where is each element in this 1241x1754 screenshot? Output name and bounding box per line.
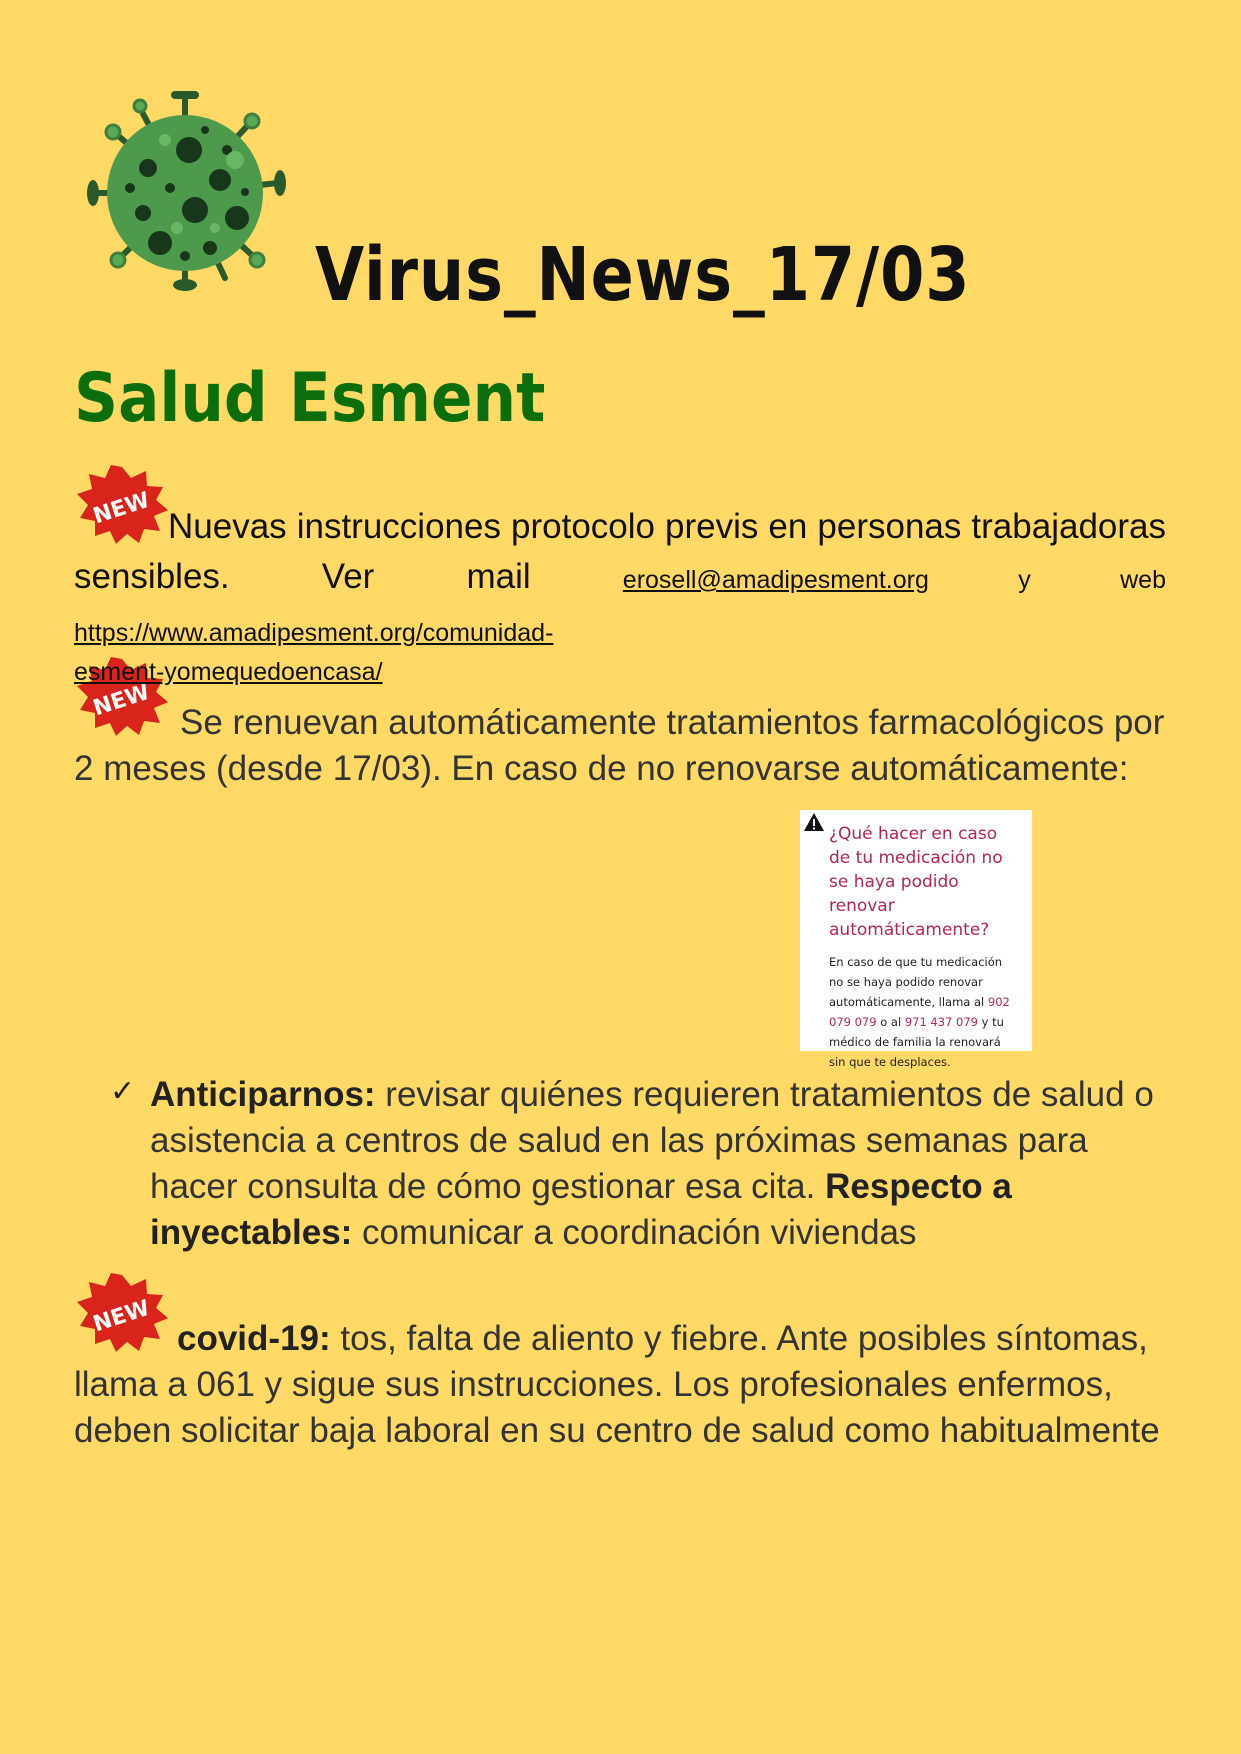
web-link[interactable]: https://www.amadipesment.org/comunidad- xyxy=(74,619,554,647)
check-list-item xyxy=(110,1072,1166,1256)
news-item-bold: covid-19: xyxy=(177,1319,331,1358)
news-item-text: tos, falta de aliento y fiebre. Ante posibles síntomas, llama a 061 y sigue sus instrucciones. Los profesionales enfermos, deben solicitar baja laboral en su centro de salud como habitualmente xyxy=(74,1319,1160,1450)
page-subtitle: Salud Esment xyxy=(74,359,546,438)
new-badge-label: NEW xyxy=(90,1295,153,1338)
notice-question: ¿Qué hacer en caso de tu medicación no se haya podido renovar automáticamente? xyxy=(829,824,1003,940)
phone-number: 971 437 079 xyxy=(904,1015,978,1029)
warning-icon xyxy=(803,812,825,832)
news-item-text: Nuevas instrucciones protocolo previs en personas trabajadoras sensibles. Ver mail xyxy=(74,507,1166,596)
phone-number: 902 079 079 xyxy=(829,995,1010,1029)
news-item-covid xyxy=(74,1316,1166,1454)
news-item-protocol xyxy=(74,502,1166,692)
notice-body: En caso de que tu medicación no se haya podido renovar automáticamente, llama al 902 079 079 o al 971 437 079 y tu médico de familia la renovará sin que te desplaces. xyxy=(829,955,1010,1069)
news-item-text: Se renuevan automáticamente tratamientos farmacológicos por 2 meses (desde 17/03). En caso de no renovarse automáticamente: xyxy=(74,703,1165,788)
web-link-continuation[interactable]: esment-yomequedoencasa/ xyxy=(74,658,383,686)
medication-notice-image xyxy=(800,810,1032,1069)
connector-text: y web xyxy=(928,566,1166,594)
email-link[interactable]: erosell@amadipesment.org xyxy=(622,566,929,594)
check-item-text: Anticiparnos: revisar quiénes requieren tratamientos de salud o asistencia a centros de salud en las próximas semanas para hacer consulta de cómo gestionar esa cita. Respecto a inyectables: comunicar a coordinación viviendas xyxy=(150,1075,1154,1252)
page-title: Virus_News_17/03 xyxy=(315,232,971,318)
new-badge-label: NEW xyxy=(90,487,153,530)
new-badge-label: NEW xyxy=(90,679,153,722)
news-item-renewal xyxy=(74,700,1166,792)
checkmark-icon: ✓ xyxy=(110,1075,136,1108)
virus-icon xyxy=(85,88,293,298)
